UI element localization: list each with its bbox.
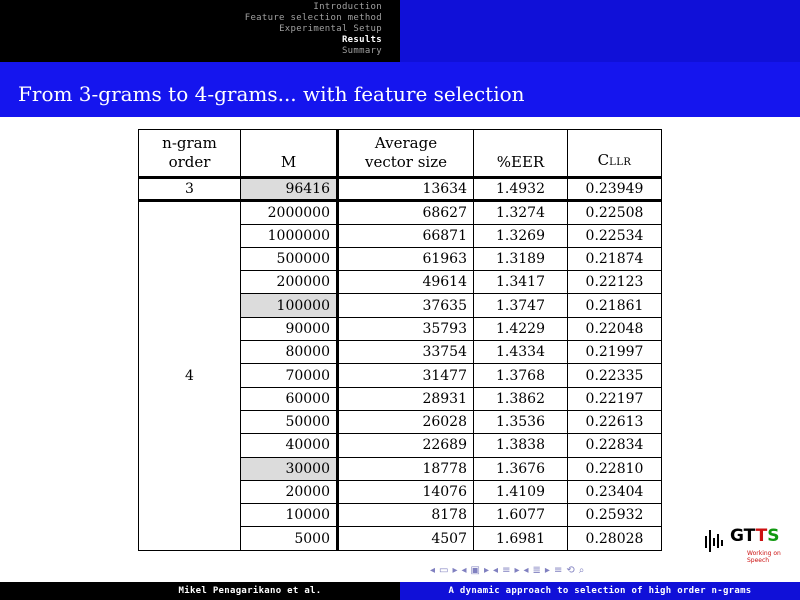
cell-eer: 1.3269 <box>474 224 568 247</box>
cell-cllr: 0.22508 <box>568 201 662 224</box>
cell-m: 200000 <box>241 271 338 294</box>
slide-title: From 3-grams to 4-grams... with feature selection <box>18 82 525 106</box>
cell-cllr: 0.22834 <box>568 434 662 457</box>
cell-cllr: 0.25932 <box>568 504 662 527</box>
cell-cllr: 0.22123 <box>568 271 662 294</box>
cell-eer: 1.6077 <box>474 504 568 527</box>
slide-title-bar <box>0 62 800 117</box>
zoom-icon[interactable]: ⌕ <box>578 565 585 576</box>
prev-section-icon[interactable]: ◂ <box>493 565 499 576</box>
prev-doc-icon[interactable]: ◂ <box>523 565 529 576</box>
header-avg-line2: vector size <box>364 153 448 171</box>
cell-cllr: 0.22197 <box>568 387 662 410</box>
cell-m: 10000 <box>241 504 338 527</box>
header-ngram-order <box>139 130 241 178</box>
logo-s: S <box>767 526 780 546</box>
header-eer <box>474 130 568 178</box>
header-order-line1: n-gram <box>162 134 217 152</box>
table-row <box>139 201 662 224</box>
header-cllr-main: C <box>597 151 610 169</box>
doc-icon[interactable]: ≣ <box>532 565 541 576</box>
cell-order: 3 <box>139 178 241 201</box>
cell-m: 60000 <box>241 387 338 410</box>
frame-icon[interactable]: ▭ <box>439 565 449 576</box>
cell-eer: 1.3768 <box>474 364 568 387</box>
results-table <box>138 129 662 551</box>
header-m-label: M <box>280 153 297 171</box>
cell-cllr: 0.22534 <box>568 224 662 247</box>
logo-t: T <box>755 526 768 546</box>
header-eer-label: %EER <box>496 153 545 171</box>
prev-frame-icon[interactable]: ◂ <box>430 565 436 576</box>
cell-average-vector-size: 13634 <box>338 178 474 201</box>
table-row <box>139 178 662 201</box>
cell-m: 100000 <box>241 294 338 317</box>
cell-eer: 1.4229 <box>474 317 568 340</box>
cell-eer: 1.3189 <box>474 247 568 270</box>
cell-cllr: 0.23404 <box>568 480 662 503</box>
cell-average-vector-size: 31477 <box>338 364 474 387</box>
cell-m: 40000 <box>241 434 338 457</box>
logo-tagline: Working on Speech <box>747 550 781 564</box>
cell-average-vector-size: 61963 <box>338 247 474 270</box>
gtts-logo <box>703 524 795 564</box>
cell-cllr: 0.22048 <box>568 317 662 340</box>
cell-cllr: 0.21997 <box>568 341 662 364</box>
cell-average-vector-size: 49614 <box>338 271 474 294</box>
sound-bars-icon <box>703 528 727 554</box>
next-subsection-icon[interactable]: ▸ <box>484 565 490 576</box>
footer-author: Mikel Penagarikano et al. <box>0 582 400 600</box>
gtts-wordmark <box>730 526 780 546</box>
cell-eer: 1.6981 <box>474 527 568 550</box>
cell-eer: 1.4109 <box>474 480 568 503</box>
section-nav-panel <box>0 0 400 62</box>
cell-m: 70000 <box>241 364 338 387</box>
cell-m: 80000 <box>241 341 338 364</box>
cell-eer: 1.3838 <box>474 434 568 457</box>
cell-eer: 1.3417 <box>474 271 568 294</box>
cell-average-vector-size: 66871 <box>338 224 474 247</box>
footer-talk-title: A dynamic approach to selection of high order n-grams <box>400 582 800 600</box>
nav-item-results[interactable]: Results <box>341 35 382 45</box>
cell-average-vector-size: 68627 <box>338 201 474 224</box>
next-frame-icon[interactable]: ▸ <box>452 565 458 576</box>
subsection-icon[interactable]: ▣ <box>470 565 480 576</box>
cell-cllr: 0.21874 <box>568 247 662 270</box>
cell-cllr: 0.22335 <box>568 364 662 387</box>
header-order-line2: order <box>168 153 211 171</box>
appendix-icon[interactable]: ≡ <box>553 565 563 576</box>
header-m <box>241 130 338 178</box>
cell-m: 30000 <box>241 457 338 480</box>
logo-g: GT <box>730 526 756 546</box>
section-nav-list <box>245 2 382 57</box>
table-header-row <box>139 130 662 178</box>
cell-eer: 1.3747 <box>474 294 568 317</box>
cell-m: 2000000 <box>241 201 338 224</box>
top-navigation <box>0 0 800 62</box>
cell-m: 5000 <box>241 527 338 550</box>
beamer-nav-symbols <box>430 565 584 579</box>
cell-average-vector-size: 26028 <box>338 410 474 433</box>
nav-item-feature-selection[interactable]: Feature selection method <box>244 13 382 23</box>
next-doc-icon[interactable]: ▸ <box>544 565 550 576</box>
nav-item-summary[interactable]: Summary <box>341 46 382 56</box>
next-section-icon[interactable]: ▸ <box>514 565 520 576</box>
cell-cllr: 0.28028 <box>568 527 662 550</box>
cell-average-vector-size: 8178 <box>338 504 474 527</box>
cell-eer: 1.3862 <box>474 387 568 410</box>
cell-m: 96416 <box>241 178 338 201</box>
nav-item-experimental-setup[interactable]: Experimental Setup <box>279 24 382 34</box>
table-body <box>139 178 662 551</box>
cell-cllr: 0.22810 <box>568 457 662 480</box>
cell-m: 500000 <box>241 247 338 270</box>
cell-average-vector-size: 28931 <box>338 387 474 410</box>
cell-m: 1000000 <box>241 224 338 247</box>
cell-order: 4 <box>139 201 241 550</box>
subsection-nav-panel <box>400 0 800 62</box>
header-average-vector-size <box>338 130 474 178</box>
cell-average-vector-size: 14076 <box>338 480 474 503</box>
cell-eer: 1.3536 <box>474 410 568 433</box>
search-icon[interactable]: ⟲ <box>566 565 575 576</box>
nav-item-introduction[interactable]: Introduction <box>313 2 382 12</box>
header-cllr-sub: LLR <box>609 157 632 168</box>
cell-eer: 1.3274 <box>474 201 568 224</box>
cell-average-vector-size: 4507 <box>338 527 474 550</box>
prev-subsection-icon[interactable]: ◂ <box>461 565 467 576</box>
cell-cllr: 0.23949 <box>568 178 662 201</box>
header-cllr <box>568 130 662 178</box>
cell-eer: 1.3676 <box>474 457 568 480</box>
cell-average-vector-size: 22689 <box>338 434 474 457</box>
cell-m: 20000 <box>241 480 338 503</box>
section-icon[interactable]: ≡ <box>502 565 511 576</box>
cell-cllr: 0.21861 <box>568 294 662 317</box>
cell-m: 90000 <box>241 317 338 340</box>
cell-average-vector-size: 35793 <box>338 317 474 340</box>
cell-average-vector-size: 37635 <box>338 294 474 317</box>
header-avg-line1: Average <box>374 134 438 152</box>
cell-average-vector-size: 33754 <box>338 341 474 364</box>
cell-eer: 1.4334 <box>474 341 568 364</box>
cell-cllr: 0.22613 <box>568 410 662 433</box>
cell-eer: 1.4932 <box>474 178 568 201</box>
cell-m: 50000 <box>241 410 338 433</box>
footer <box>0 582 800 600</box>
cell-average-vector-size: 18778 <box>338 457 474 480</box>
